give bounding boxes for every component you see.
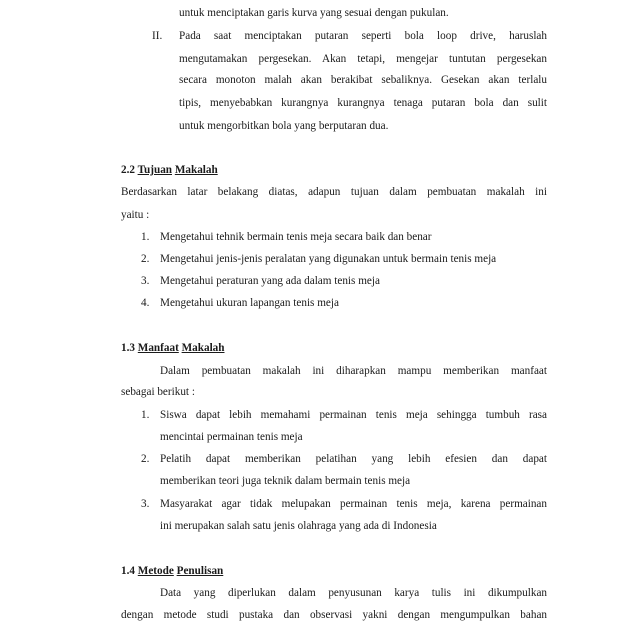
list-item: Siswa dapat lebih memahami permainan tenis meja sehingga tumbuh rasa [160,409,547,421]
section-heading-manfaat [121,341,225,355]
list-marker: 2. [141,453,150,465]
list-marker: 3. [141,275,150,287]
list-item: Mengetahui jenis-jenis peralatan yang digunakan untuk bermain tenis meja [160,253,497,265]
list-item: Masyarakat agar tidak melupakan permainan tenis meja, karena permainan [160,498,547,510]
list-marker: 2. [141,253,150,265]
list-item: mencintai permainan tenis meja [160,431,303,443]
list-item: Mengetahui tehnik bermain tenis meja secara baik dan benar [160,231,432,243]
list-marker: 1. [141,231,150,243]
section-heading-metode [121,564,223,578]
list-marker: 3. [141,498,150,510]
paragraph-line: Pada saat menciptakan putaran seperti bola loop drive, haruslah [179,30,547,42]
list-marker: 1. [141,409,150,421]
paragraph-line: tipis, menyebabkan kurangnya kurangnya tenaga putaran bola dan sulit [179,97,547,109]
section-title-word: Tujuan [137,164,173,176]
paragraph-line: secara monoton malah akan berakibat sebaliknya. Gesekan akan terlalu [179,74,547,86]
section-number: 1.4 [121,565,135,577]
section-title-word: Manfaat [137,342,179,354]
paragraph-line: dengan metode studi pustaka dan observasi yakni dengan mengumpulkan bahan [121,609,547,621]
list-marker: 4. [141,297,150,309]
section-number: 2.2 [121,164,135,176]
list-item: Pelatih dapat memberikan pelatihan yang lebih efesien dan dapat [160,453,547,465]
list-item: memberikan teori juga teknik dalam bermain tenis meja [160,475,411,487]
section-title-word: Penulisan [176,565,224,577]
section-number: 1.3 [121,342,135,354]
section-heading-tujuan [121,163,218,177]
paragraph-line: untuk menciptakan garis kurva yang sesuai dengan pukulan. [179,7,449,19]
paragraph-line: Dalam pembuatan makalah ini diharapkan mampu memberikan manfaat [160,365,547,377]
list-item: Mengetahui peraturan yang ada dalam tenis meja [160,275,380,287]
list-item: ini merupakan salah satu jenis olahraga yang ada di Indonesia [160,520,437,532]
section-title-word: Makalah [181,342,225,354]
list-marker: II. [152,30,163,42]
paragraph-line: mengutamakan pergesekan. Akan tetapi, mengejar tuntutan pergesekan [179,53,547,65]
list-item: Mengetahui ukuran lapangan tenis meja [160,297,339,309]
paragraph-line: yaitu : [121,209,150,221]
section-title-word: Metode [137,565,174,577]
paragraph-line: Data yang diperlukan dalam penyusunan karya tulis ini dikumpulkan [160,587,547,599]
section-title-word: Makalah [174,164,218,176]
paragraph-line: Berdasarkan latar belakang diatas, adapun tujuan dalam pembuatan makalah ini [121,186,547,198]
paragraph-line: sebagai berikut : [121,386,195,398]
paragraph-line: untuk mengorbitkan bola yang berputaran dua. [179,120,389,132]
